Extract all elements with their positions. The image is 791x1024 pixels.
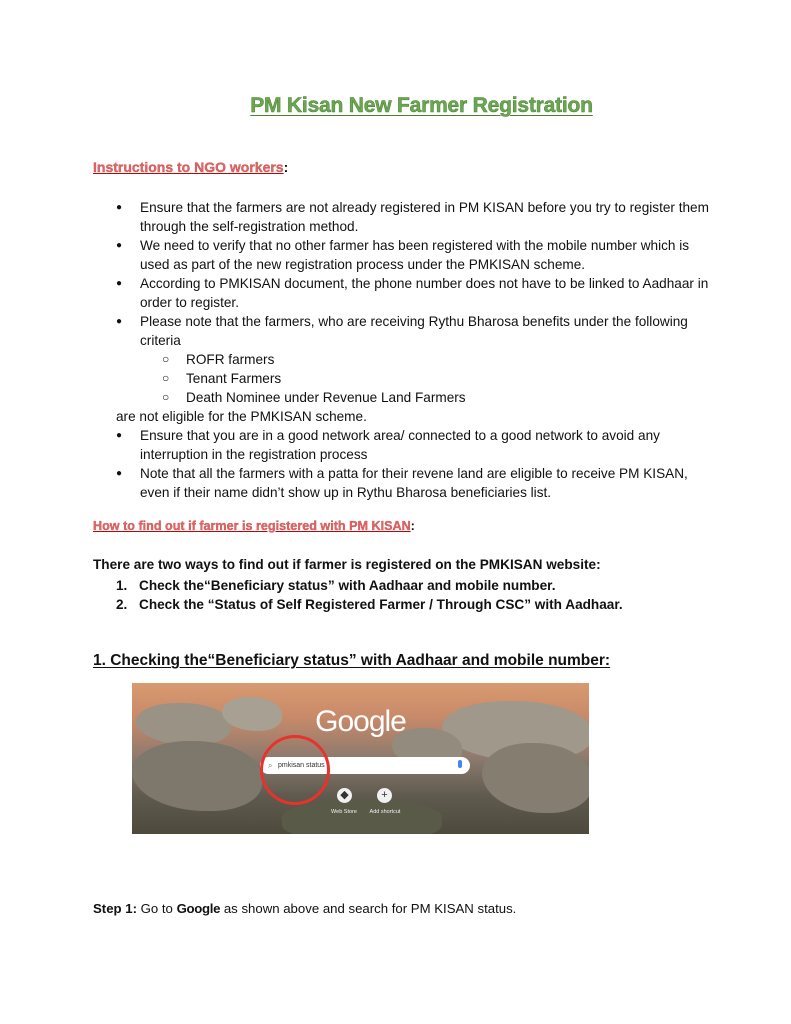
way-item: 2. Check the “Status of Self Registered Farmer / Through CSC” with Aadhaar. (116, 597, 623, 612)
search-query: pmkisan status (278, 762, 325, 769)
criteria-list (140, 350, 716, 407)
step-label: Step 1: (93, 901, 137, 916)
google-logo: Google (315, 705, 406, 738)
microphone-icon[interactable] (458, 760, 462, 768)
instructions-heading-text: Instructions to NGO workers (93, 159, 284, 175)
criteria-item: ○ Tenant Farmers (162, 369, 716, 388)
shortcut-label: Web Store (331, 809, 357, 815)
page-title: PM Kisan New Farmer Registration (250, 94, 593, 117)
how-to-heading: How to find out if farmer is registered with PM KISAN: (93, 519, 415, 533)
list-item: ● Note that all the farmers with a patta for their revene land are eligible to receive PM KISAN, even if their name didn’t show up in Rythu Bharosa beneficiaries list. (116, 464, 716, 502)
list-item-text: Please note that the farmers, who are receiving Rythu Bharosa benefits under the following criteria (140, 314, 688, 348)
list-item: ● According to PMKISAN document, the phone number does not have to be linked to Aadhaar in order to register. (116, 274, 716, 312)
how-to-heading-text: How to find out if farmer is registered with PM KISAN (93, 519, 411, 533)
list-item: ● We need to verify that no other farmer has been registered with the mobile number which is used as part of the new registration process under the PMKISAN scheme. (116, 236, 716, 274)
plus-icon[interactable]: + (377, 788, 392, 803)
ways-intro: There are two ways to find out if farmer is registered on the PMKISAN website: (93, 557, 601, 572)
list-item: ● Ensure that the farmers are not already registered in PM KISAN before you try to register them through the self-registration method. (116, 198, 716, 236)
list-item (116, 312, 716, 426)
instructions-list (116, 198, 716, 502)
shortcut-label: Add shortcut (369, 809, 401, 815)
checking-heading: 1. Checking the“Beneficiary status” with Aadhaar and mobile number: (93, 652, 611, 669)
web-store-icon[interactable]: ◆ (337, 788, 352, 803)
google-homepage-screenshot (132, 683, 589, 834)
instructions-heading: Instructions to NGO workers: (93, 159, 289, 175)
step-1: Step 1: Go to Google as shown above and search for PM KISAN status. (93, 901, 517, 916)
ways-list (116, 576, 623, 614)
highlight-circle (260, 735, 330, 805)
google-word: Google (176, 901, 221, 916)
criteria-item: ○ Death Nominee under Revenue Land Farmers (162, 388, 716, 407)
criteria-item: ○ ROFR farmers (162, 350, 716, 369)
criteria-conclusion: are not eligible for the PMKISAN scheme. (116, 409, 367, 424)
list-item: ● Ensure that you are in a good network area/ connected to a good network to avoid any interruption in the registration process (116, 426, 716, 464)
way-item: 1. Check the“Beneficiary status” with Aadhaar and mobile number. (116, 578, 556, 593)
search-icon: ⌕ (268, 761, 273, 770)
